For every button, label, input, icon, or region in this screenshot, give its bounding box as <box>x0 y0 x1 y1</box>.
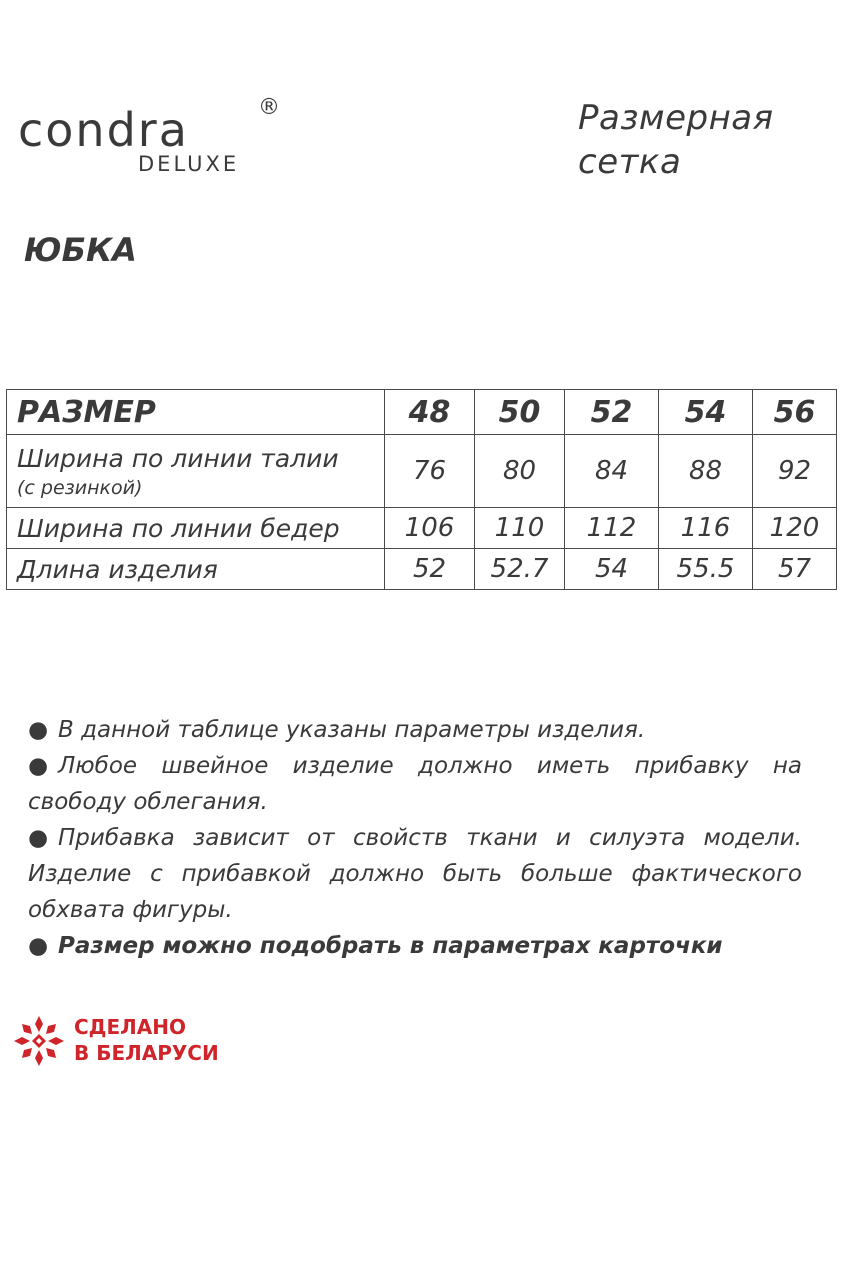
table-cell: 80 <box>475 435 565 508</box>
header-size-50: 50 <box>475 390 565 435</box>
brand-name: condra <box>18 103 189 157</box>
note-item <box>28 712 802 748</box>
made-in-belarus-badge <box>10 1012 230 1070</box>
table-cell: 84 <box>565 435 659 508</box>
header-size-54: 54 <box>659 390 753 435</box>
table-cell: 88 <box>659 435 753 508</box>
row-label-waist <box>7 435 385 508</box>
table-cell: 106 <box>385 508 475 549</box>
header-size-52: 52 <box>565 390 659 435</box>
table-row <box>7 508 837 549</box>
note-item <box>28 928 802 964</box>
table-cell: 55.5 <box>659 549 753 590</box>
table-cell: 92 <box>753 435 837 508</box>
badge-line-1: СДЕЛАНО <box>74 1015 186 1039</box>
bullet-icon: ● <box>28 717 49 743</box>
badge-line-2: В БЕЛАРУСИ <box>74 1041 219 1065</box>
table-cell: 110 <box>475 508 565 549</box>
note-text: Размер можно подобрать в параметрах карточки <box>58 933 723 959</box>
bullet-icon: ● <box>28 753 49 779</box>
table-cell: 54 <box>565 549 659 590</box>
badge-text <box>74 1014 219 1066</box>
row-label-text: Ширина по линии талии <box>17 444 339 473</box>
table-cell: 52.7 <box>475 549 565 590</box>
note-text: Прибавка зависит от свойств ткани и силуэта модели. Изделие с прибавкой должно быть больше фактического обхвата фигуры. <box>28 825 802 923</box>
belarus-ornament-icon <box>10 1012 68 1070</box>
brand-logo <box>18 96 288 186</box>
size-table <box>6 389 837 590</box>
registered-mark: ® <box>258 95 280 120</box>
row-sublabel-text: (с резинкой) <box>17 477 143 499</box>
header-size-56: 56 <box>753 390 837 435</box>
table-cell: 116 <box>659 508 753 549</box>
table-header-row <box>7 390 837 435</box>
table-cell: 57 <box>753 549 837 590</box>
notes-list <box>28 712 802 964</box>
note-item <box>28 820 802 928</box>
table-cell: 112 <box>565 508 659 549</box>
note-text: Любое швейное изделие должно иметь прибавку на свободу облегания. <box>28 753 802 815</box>
note-text: В данной таблице указаны параметры изделия. <box>58 717 646 743</box>
bullet-icon: ● <box>28 825 49 851</box>
table-row <box>7 549 837 590</box>
table-cell: 76 <box>385 435 475 508</box>
row-label-length: Длина изделия <box>7 549 385 590</box>
product-name: ЮБКА <box>24 231 137 269</box>
table-cell: 120 <box>753 508 837 549</box>
row-label-hips: Ширина по линии бедер <box>7 508 385 549</box>
table-cell: 52 <box>385 549 475 590</box>
note-item <box>28 748 802 820</box>
header-size-label: РАЗМЕР <box>7 390 385 435</box>
table-row <box>7 435 837 508</box>
brand-subline: DELUXE <box>138 152 240 176</box>
page-title: Размерная сетка <box>578 98 774 182</box>
bullet-icon: ● <box>28 933 49 959</box>
header-size-48: 48 <box>385 390 475 435</box>
